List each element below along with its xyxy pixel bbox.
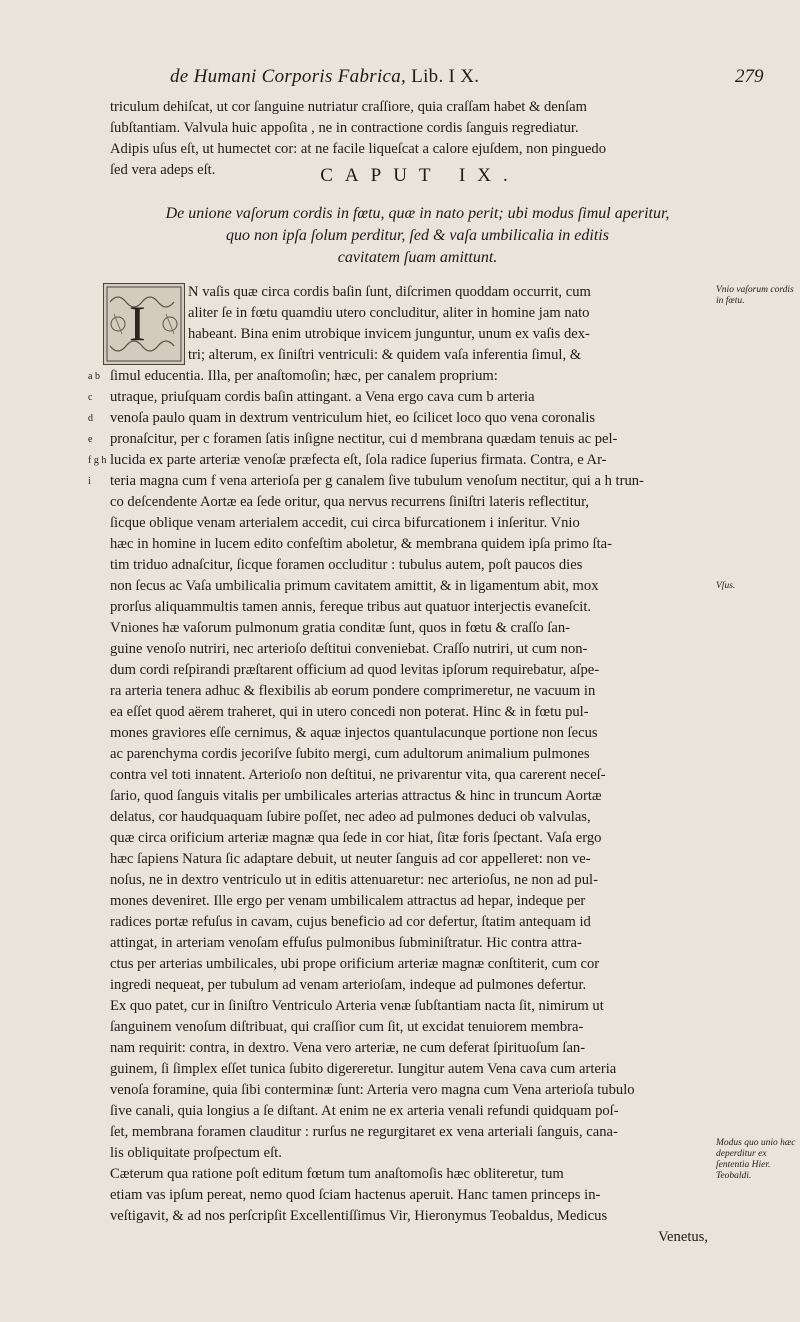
text-line: habeant. Bina enim utrobique invicem junguntur, unum ex vaſis dex-: [188, 326, 590, 342]
text-line: ſimul educentia. Illa, per anaſtomoſin; hæc, per canalem proprium:: [110, 368, 498, 384]
text-line: nam requirit: contra, in dextro. Vena vero arteriæ, ne cum deferat ſpirituoſum ſan-: [110, 1040, 586, 1056]
text-line: utraque, priuſquam cordis baſin attingant. a Vena ergo cava cum b arteria: [110, 389, 535, 405]
opening-paragraph: [188, 282, 708, 366]
text-line: lucida ex parte arteriæ venoſæ præfecta eſt, ſola radice ſuperius firmata. Contra, e Ar-: [110, 452, 607, 468]
text-line: ingredi nequeat, per tubulum ad venam arterioſam, indeque ad pulmones defertur.: [110, 977, 587, 993]
body-paragraph: [110, 366, 708, 1248]
margin-note-usus: Vſus.: [716, 581, 736, 591]
text-line: Adipis uſus eſt, ut humectet cor: at ne facile liqueſcat a calore ejuſdem, non pinguedo: [110, 141, 607, 157]
running-head: [170, 66, 690, 88]
text-line: radices portæ refuſus in cavam, cujus beneficio ad cor defertur, ſtatim antequam id: [110, 914, 591, 930]
text-line: pronaſcitur, per c foramen ſatis inſigne nectitur, cui d membrana quædam tenuis ac pel-: [110, 431, 618, 447]
text-line: ea eſſet quod aërem traheret, qui in utero concedi non poterat. Hinc & in fœtu pul-: [110, 704, 589, 720]
text-line: attingat, in arteriam venoſam effuſus pulmonibus ſubminiſtratur. Hic contra attra-: [110, 935, 582, 951]
chapter-title-line: quo non ipſa ſolum perditur, ſed & vaſa umbilicalia in editis: [226, 227, 609, 244]
text-line: guine venoſo nutriri, nec arterioſo deſtitui conveniebat. Craſſo nutriri, ut cum non-: [110, 641, 588, 657]
margin-note-modus: Modus quo unio hæc deperditur ex ſententia Hier. Teobaldi.: [716, 1138, 796, 1181]
initial-letter: I: [129, 295, 146, 351]
margin-note-union: Vnio vaſorum cordis in fœtu.: [716, 285, 794, 306]
decorated-initial: [103, 283, 185, 365]
chapter-title: [145, 203, 690, 269]
margin-letter: i: [88, 476, 91, 487]
text-line: teria magna cum f vena arterioſa per g canalem ſive tubulum venoſum nectitur, qui a h trun-: [110, 473, 644, 489]
text-line: ſed vera adeps eſt.: [110, 162, 216, 178]
text-line: contra vel toti innatent. Arterioſo non deſtitui, ne privarentur vita, qua carerent neceſ-: [110, 767, 606, 783]
text-line: quæ circa orificium arteriæ magnæ qua ſede in cor hiat, ſitæ foris ſpectant. Vaſa ergo: [110, 830, 602, 846]
text-line: Ex quo patet, cur in ſiniſtro Ventriculo Arteria venæ ſubſtantiam nacta ſit, nimirum ut: [110, 998, 604, 1014]
text-line: tri; alterum, ex ſiniſtri ventriculi: & quidem vaſa inferentia ſimul, &: [188, 347, 582, 363]
text-line: hæc ſapiens Natura ſic adaptare debuit, ut neuter ſanguis ad cor appelleret: non ve-: [110, 851, 591, 867]
text-line: triculum dehiſcat, ut cor ſanguine nutriatur craſſiore, quia craſſam habet & denſam: [110, 99, 587, 115]
chapter-heading: CAPUT IX.: [320, 165, 520, 186]
text-line: ſanguinem venoſum diſtribuat, qui craſſior cum ſit, ut excidat tenuiorem membra-: [110, 1019, 584, 1035]
text-line: aliter ſe in fœtu quamdiu utero concluditur, aliter in homine jam nato: [188, 305, 590, 321]
text-line: ſet, membrana foramen clauditur : rurſus ne regurgitaret ex vena arteriali ſanguis, cana-: [110, 1124, 618, 1140]
text-line: ctus per arterias umbilicales, ubi prope orificium arteriæ magnæ conſtiterit, cum cor: [110, 956, 600, 972]
text-line: ſario, quod ſanguis vitalis per umbilicales arterias attractus & hinc in truncum Aortæ: [110, 788, 602, 804]
text-line: co deſcendente Aortæ ea ſede oritur, qua nervus recurrens ſiniſtri lateris reflectitur,: [110, 494, 590, 510]
margin-letter: f g h: [88, 455, 107, 466]
text-line: noſus, ne in dextro ventriculo ut in editis attenuaretur: nec arterioſus, ne non ad pul-: [110, 872, 598, 888]
text-line: ac parenchyma cordis jecoriſve ſubito mergi, cum adultorum animalium pulmones: [110, 746, 590, 762]
text-line: etiam vas ipſum pereat, nemo quod ſciam hactenus aperuit. Hanc tamen princeps in-: [110, 1187, 601, 1203]
text-line: delatus, cor haudquaquam ſubire poſſet, nec adeo ad pulmones deduci ob valvulas,: [110, 809, 591, 825]
page-number: 279: [735, 66, 764, 87]
chapter-title-line: De unione vaſorum cordis in fœtu, quæ in nato perit; ubi modus ſimul aperitur,: [165, 205, 670, 222]
text-line: veſtigavit, & ad nos perſcripſit Excellentiſſimus Vir, Hieronymus Teobaldus, Medicus: [110, 1208, 608, 1224]
text-line: ſive canali, quia longius a ſe diſtant. At enim ne ex arteria venali refundi quidquam poſ-: [110, 1103, 619, 1119]
text-line: prorſus aliquammultis tamen annis, fereque tribus aut quatuor interjectis evaneſcit.: [110, 599, 592, 615]
margin-reference-letters: [88, 366, 108, 492]
margin-letter: a b: [88, 371, 100, 382]
text-line: N vaſis quæ circa cordis baſin ſunt, diſcrimen quoddam occurrit, cum: [188, 284, 591, 300]
margin-letter: d: [88, 413, 93, 424]
text-line: tim triduo adnaſcitur, ſicque foramen occluditur : tubulus autem, poſt paucos dies: [110, 557, 583, 573]
text-line: dum cordi reſpirandi præſtarent officium ad quod levitas ipſorum requirebatur, aſpe-: [110, 662, 600, 678]
chapter-title-line: cavitatem ſuam amittunt.: [337, 249, 498, 266]
running-head-title: de Humani Corporis Fabrica,: [170, 66, 407, 87]
text-line: Vniones hæ vaſorum pulmonum gratia conditæ ſunt, quos in fœtu & craſſo ſan-: [110, 620, 571, 636]
text-line: guinem, ſi ſimplex eſſet tunica ſubito digereretur. Iungitur autem Vena cava cum arteria: [110, 1061, 617, 1077]
text-line: venoſa foramine, quia ſibi conterminæ ſunt: Arteria vero magna cum Vena arterioſa tubulo: [110, 1082, 635, 1098]
text-line: ra arteria tenera adhuc & flexibilis ab eorum pondere comprimeretur, ne vacuum in: [110, 683, 596, 699]
text-line: ſubſtantiam. Valvula huic appoſita , ne in contractione cordis ſanguis regrediatur.: [110, 120, 579, 136]
margin-letter: c: [88, 392, 93, 403]
text-line: venoſa paulo quam in dextrum ventriculum hiet, eo ſcilicet loco quo vena coronalis: [110, 410, 596, 426]
text-line: non ſecus ac Vaſa umbilicalia primum cavitatem amittit, & in ligamentum abit, mox: [110, 578, 599, 594]
text-line: ſicque oblique venam arterialem accedit, cui circa bifurcationem i inſeritur. Vnio: [110, 515, 580, 531]
text-line: mones graviores eſſe cernimus, & aquæ injectos quantulacunque portione non ſecus: [110, 725, 598, 741]
margin-letter: e: [88, 434, 93, 445]
catchword: Venetus,: [658, 1229, 708, 1245]
text-line: lis obliquitate proſpectum eſt.: [110, 1145, 282, 1161]
text-line: hæc in homine in lucem edito confeſtim aboletur, & membrana quidem ipſa primo ſta-: [110, 536, 612, 552]
text-line: mones deveniret. Ille ergo per venam umbilicalem attractus ad hepar, indeque per: [110, 893, 586, 909]
text-line: Cæterum qua ratione poſt editum fœtum tum anaſtomoſis hæc obliteretur, tum: [110, 1166, 564, 1182]
running-head-lib: Lib. I X.: [411, 66, 480, 87]
